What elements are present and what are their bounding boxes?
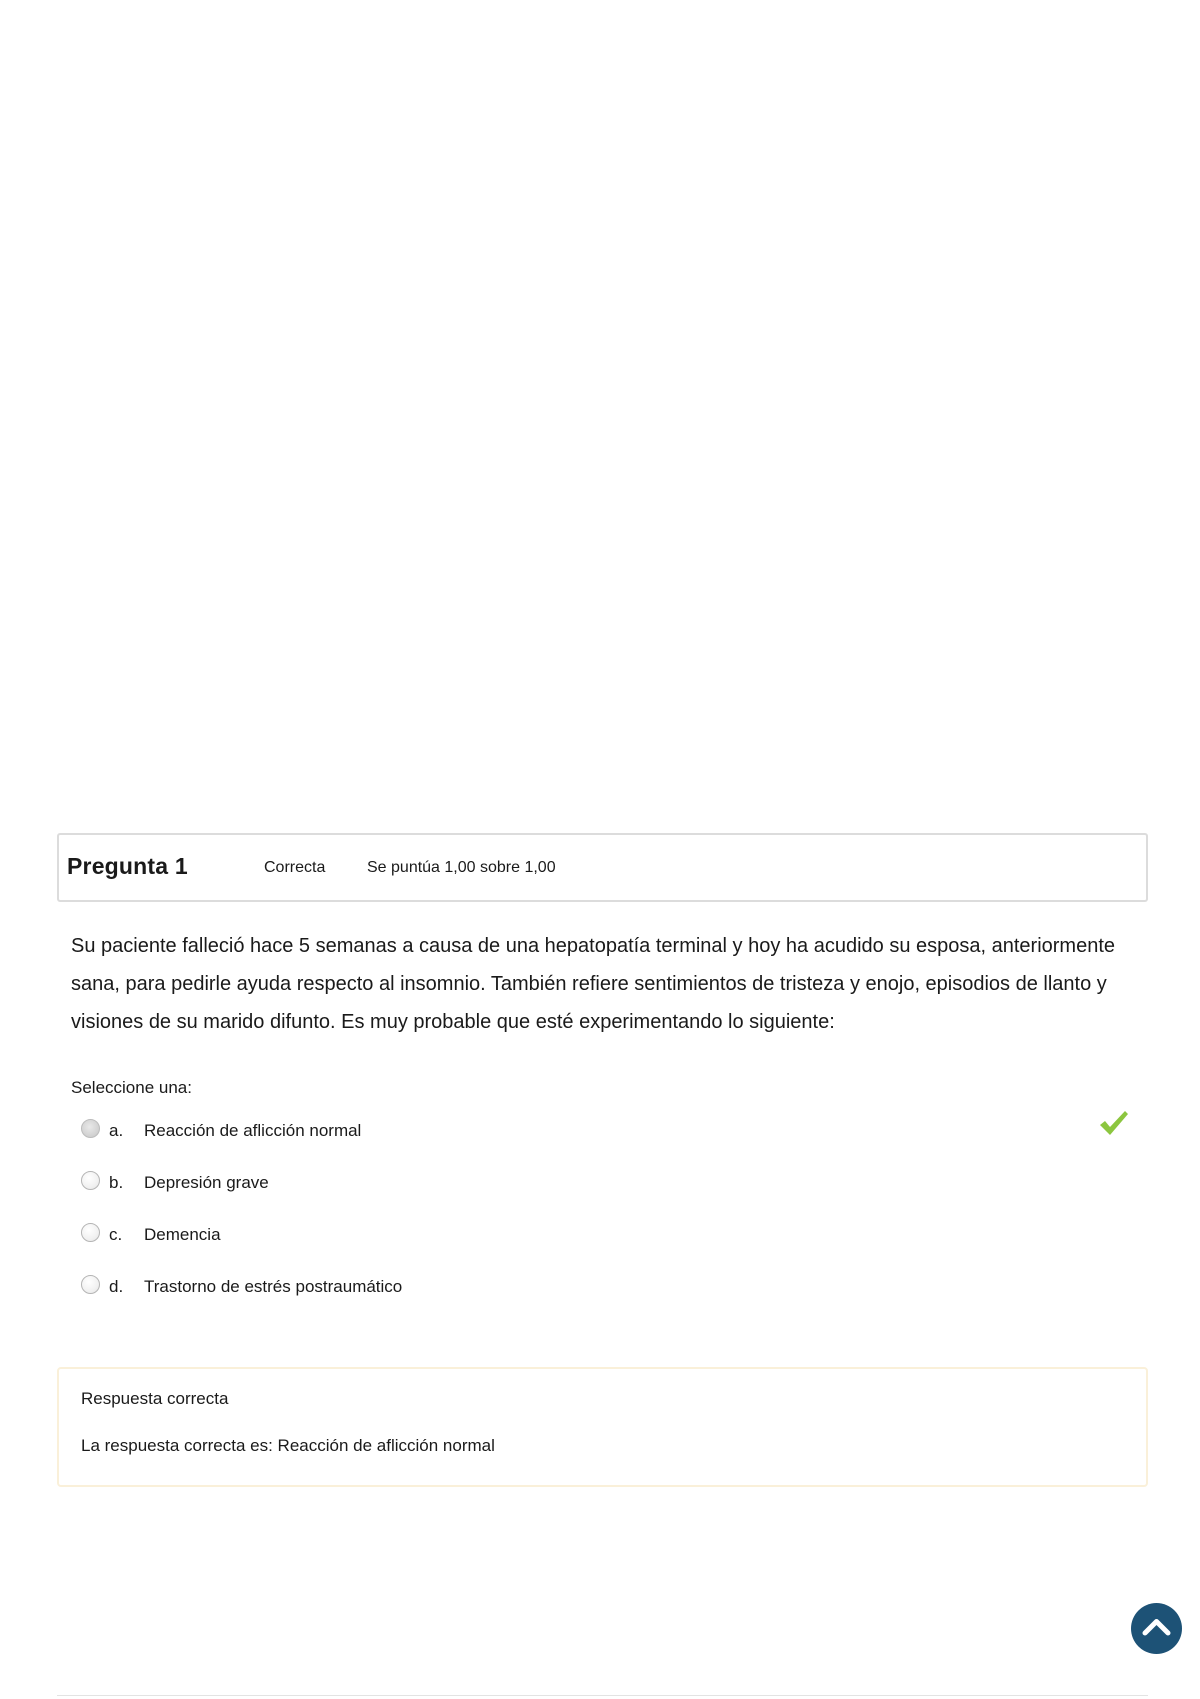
answer-label: Reacción de aflicción normal — [144, 1121, 362, 1140]
question-title: Pregunta 1 — [67, 853, 188, 879]
radio-c[interactable] — [81, 1223, 100, 1242]
question-state: Correcta — [264, 859, 326, 876]
answer-option-a[interactable] — [78, 1115, 1138, 1149]
feedback-status: Respuesta correcta — [81, 1389, 229, 1408]
question-grade: Se puntúa 1,00 sobre 1,00 — [367, 859, 556, 876]
radio-d[interactable] — [81, 1275, 100, 1294]
answer-prompt: Seleccione una: — [71, 1078, 192, 1097]
answer-option-d[interactable] — [78, 1271, 1138, 1305]
answer-label: Depresión grave — [144, 1173, 269, 1192]
radio-a[interactable] — [81, 1119, 100, 1138]
answer-option-c[interactable] — [78, 1219, 1138, 1253]
question-text: Su paciente falleció hace 5 semanas a causa de una hepatopatía terminal y hoy ha acudido su esposa, anteriormente sana, para pedirle ayuda respecto al insomnio. También refiere sentimientos de tristeza y enojo, episodios de llanto y visiones de su marido difunto. Es muy probable que esté experimentando lo siguiente: — [71, 935, 1116, 1033]
feedback-box — [57, 1367, 1148, 1487]
correct-answer-text: La respuesta correcta es: Reacción de aflicción normal — [81, 1436, 495, 1455]
answer-label: Demencia — [144, 1225, 221, 1244]
answer-option-b[interactable] — [78, 1167, 1138, 1201]
answer-letter: a. — [109, 1121, 124, 1140]
answer-letter: d. — [109, 1277, 124, 1296]
scroll-to-top-button[interactable] — [1131, 1603, 1182, 1654]
chevron-up-icon — [1131, 1603, 1182, 1654]
radio-b[interactable] — [81, 1171, 100, 1190]
answer-label: Trastorno de estrés postraumático — [144, 1277, 403, 1296]
question-info-box — [57, 833, 1148, 902]
answer-letter: b. — [109, 1173, 124, 1192]
answer-letter: c. — [109, 1225, 123, 1244]
check-icon — [1098, 1108, 1130, 1138]
footer-divider — [57, 1695, 1148, 1696]
